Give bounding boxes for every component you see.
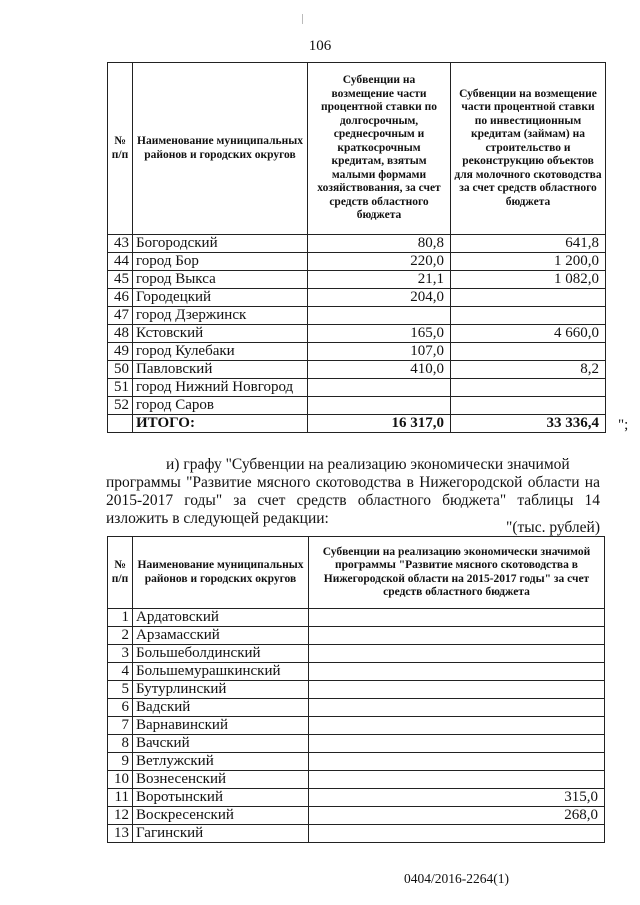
table1-body	[108, 235, 606, 415]
municipality-name: Большемурашкинский	[133, 663, 309, 681]
row-number: 49	[108, 343, 133, 361]
municipality-name: Богородский	[133, 235, 308, 253]
interest-subsidy-value: 204,0	[308, 289, 451, 307]
municipality-name: город Нижний Новгород	[133, 379, 308, 397]
municipality-name: город Саров	[133, 397, 308, 415]
meat-subsidy-value	[309, 771, 605, 789]
subsidy-table-1	[107, 62, 606, 433]
total-label: ИТОГО:	[133, 415, 308, 433]
interest-subsidy-value: 220,0	[308, 253, 451, 271]
table-row	[108, 307, 606, 325]
table-row	[108, 325, 606, 343]
municipality-name: Вачский	[133, 735, 309, 753]
col-header-municipality: Наименование муниципальных районов и городских округов	[133, 63, 308, 235]
row-number: 3	[108, 645, 133, 663]
dairy-subsidy-value	[451, 397, 606, 415]
row-number: 7	[108, 717, 133, 735]
table-row	[108, 253, 606, 271]
meat-subsidy-value	[309, 699, 605, 717]
table-row	[108, 289, 606, 307]
row-number: 9	[108, 753, 133, 771]
interest-subsidy-value: 165,0	[308, 325, 451, 343]
municipality-name: Бутурлинский	[133, 681, 309, 699]
table-row	[108, 609, 605, 627]
col-header-number: № п/п	[108, 63, 133, 235]
row-number: 51	[108, 379, 133, 397]
municipality-name: Ветлужский	[133, 753, 309, 771]
row-number: 44	[108, 253, 133, 271]
dairy-subsidy-value	[451, 289, 606, 307]
table-row	[108, 235, 606, 253]
row-number: 10	[108, 771, 133, 789]
row-number: 13	[108, 825, 133, 843]
table-row	[108, 771, 605, 789]
table-row	[108, 735, 605, 753]
total-interest: 16 317,0	[308, 415, 451, 433]
dairy-subsidy-value: 8,2	[451, 361, 606, 379]
row-number: 46	[108, 289, 133, 307]
table-row	[108, 807, 605, 825]
table-row	[108, 379, 606, 397]
meat-subsidy-value: 268,0	[309, 807, 605, 825]
table-row	[108, 361, 606, 379]
document-code: 0404/2016-2264(1)	[404, 871, 509, 886]
interest-subsidy-value: 410,0	[308, 361, 451, 379]
municipality-name: Воротынский	[133, 789, 309, 807]
dairy-subsidy-value	[451, 343, 606, 361]
paragraph-rest: программы "Развитие мясного скотоводства в Нижегородской области на 2015-2017 годы" за счет средств областного бюджета" таблицы 14 изложить в следующей редакции:	[106, 474, 600, 527]
t2-col-header-meat-subsidy: Субвенции на реализацию экономически значимой программы "Развитие мясного скотоводства в Нижегородской области на 2015-2017 годы" за счет средств областного бюджета	[309, 537, 605, 609]
municipality-name: Кстовский	[133, 325, 308, 343]
row-number: 5	[108, 681, 133, 699]
table-row	[108, 627, 605, 645]
dairy-subsidy-value	[451, 307, 606, 325]
municipality-name: Большеболдинский	[133, 645, 309, 663]
table2-body	[108, 609, 605, 843]
row-number: 4	[108, 663, 133, 681]
row-number: 8	[108, 735, 133, 753]
t2-col-header-municipality: Наименование муниципальных районов и городских округов	[133, 537, 309, 609]
table-row	[108, 753, 605, 771]
interest-subsidy-value	[308, 379, 451, 397]
table-row	[108, 343, 606, 361]
meat-subsidy-value	[309, 663, 605, 681]
row-number: 47	[108, 307, 133, 325]
dairy-subsidy-value: 1 082,0	[451, 271, 606, 289]
municipality-name: Ардатовский	[133, 609, 309, 627]
interest-subsidy-value	[308, 397, 451, 415]
col-header-dairy-subsidy: Субвенции на возмещение части процентной ставки по инвестиционным кредитам (займам) на строительство и реконструкцию объектов для молочного скотоводства за счет средств областного бюджета	[451, 63, 606, 235]
table-row	[108, 271, 606, 289]
scan-edge-mark	[302, 14, 303, 24]
row-number: 52	[108, 397, 133, 415]
table-row	[108, 825, 605, 843]
municipality-name: Вознесенский	[133, 771, 309, 789]
total-dairy: 33 336,4	[451, 415, 606, 433]
table-row	[108, 663, 605, 681]
meat-subsidy-value	[309, 717, 605, 735]
table-row	[108, 397, 606, 415]
col-header-interest-subsidy: Субвенции на возмещение части процентной ставки по долгосрочным, среднесрочным и краткосрочным кредитам, взятым малыми формами хозяйствования, за счет средств областного бюджета	[308, 63, 451, 235]
row-number: 1	[108, 609, 133, 627]
meat-subsidy-value: 315,0	[309, 789, 605, 807]
page-number: 106	[308, 38, 332, 54]
municipality-name: Вадский	[133, 699, 309, 717]
table-row	[108, 717, 605, 735]
units-label: "(тыс. рублей)	[506, 519, 600, 536]
interest-subsidy-value: 107,0	[308, 343, 451, 361]
interest-subsidy-value: 21,1	[308, 271, 451, 289]
dairy-subsidy-value: 1 200,0	[451, 253, 606, 271]
row-number: 45	[108, 271, 133, 289]
dairy-subsidy-value	[451, 379, 606, 397]
meat-subsidy-value	[309, 627, 605, 645]
row-number: 43	[108, 235, 133, 253]
dairy-subsidy-value: 641,8	[451, 235, 606, 253]
municipality-name: Павловский	[133, 361, 308, 379]
amendment-paragraph	[106, 456, 600, 528]
table-row	[108, 645, 605, 663]
table-row	[108, 789, 605, 807]
row-number: 12	[108, 807, 133, 825]
municipality-name: Городецкий	[133, 289, 308, 307]
interest-subsidy-value	[308, 307, 451, 325]
t2-col-header-number: № п/п	[108, 537, 133, 609]
row-number: 50	[108, 361, 133, 379]
paragraph-first-line: и) графу "Субвенции на реализацию экономически значимой	[166, 456, 570, 473]
municipality-name: город Бор	[133, 253, 308, 271]
meat-subsidy-value	[309, 645, 605, 663]
row-number: 48	[108, 325, 133, 343]
row-number: 11	[108, 789, 133, 807]
table1-closing-quote: ";	[618, 417, 629, 433]
row-number: 6	[108, 699, 133, 717]
municipality-name: город Выкса	[133, 271, 308, 289]
table-row	[108, 699, 605, 717]
municipality-name: Варнавинский	[133, 717, 309, 735]
dairy-subsidy-value: 4 660,0	[451, 325, 606, 343]
municipality-name: Воскресенский	[133, 807, 309, 825]
meat-subsidy-value	[309, 609, 605, 627]
municipality-name: город Кулебаки	[133, 343, 308, 361]
total-row	[108, 415, 606, 433]
meat-subsidy-value	[309, 681, 605, 699]
municipality-name: Арзамасский	[133, 627, 309, 645]
subsidy-table-14	[107, 536, 605, 843]
meat-subsidy-value	[309, 753, 605, 771]
row-number: 2	[108, 627, 133, 645]
interest-subsidy-value: 80,8	[308, 235, 451, 253]
meat-subsidy-value	[309, 735, 605, 753]
municipality-name: город Дзержинск	[133, 307, 308, 325]
municipality-name: Гагинский	[133, 825, 309, 843]
meat-subsidy-value	[309, 825, 605, 843]
table-row	[108, 681, 605, 699]
